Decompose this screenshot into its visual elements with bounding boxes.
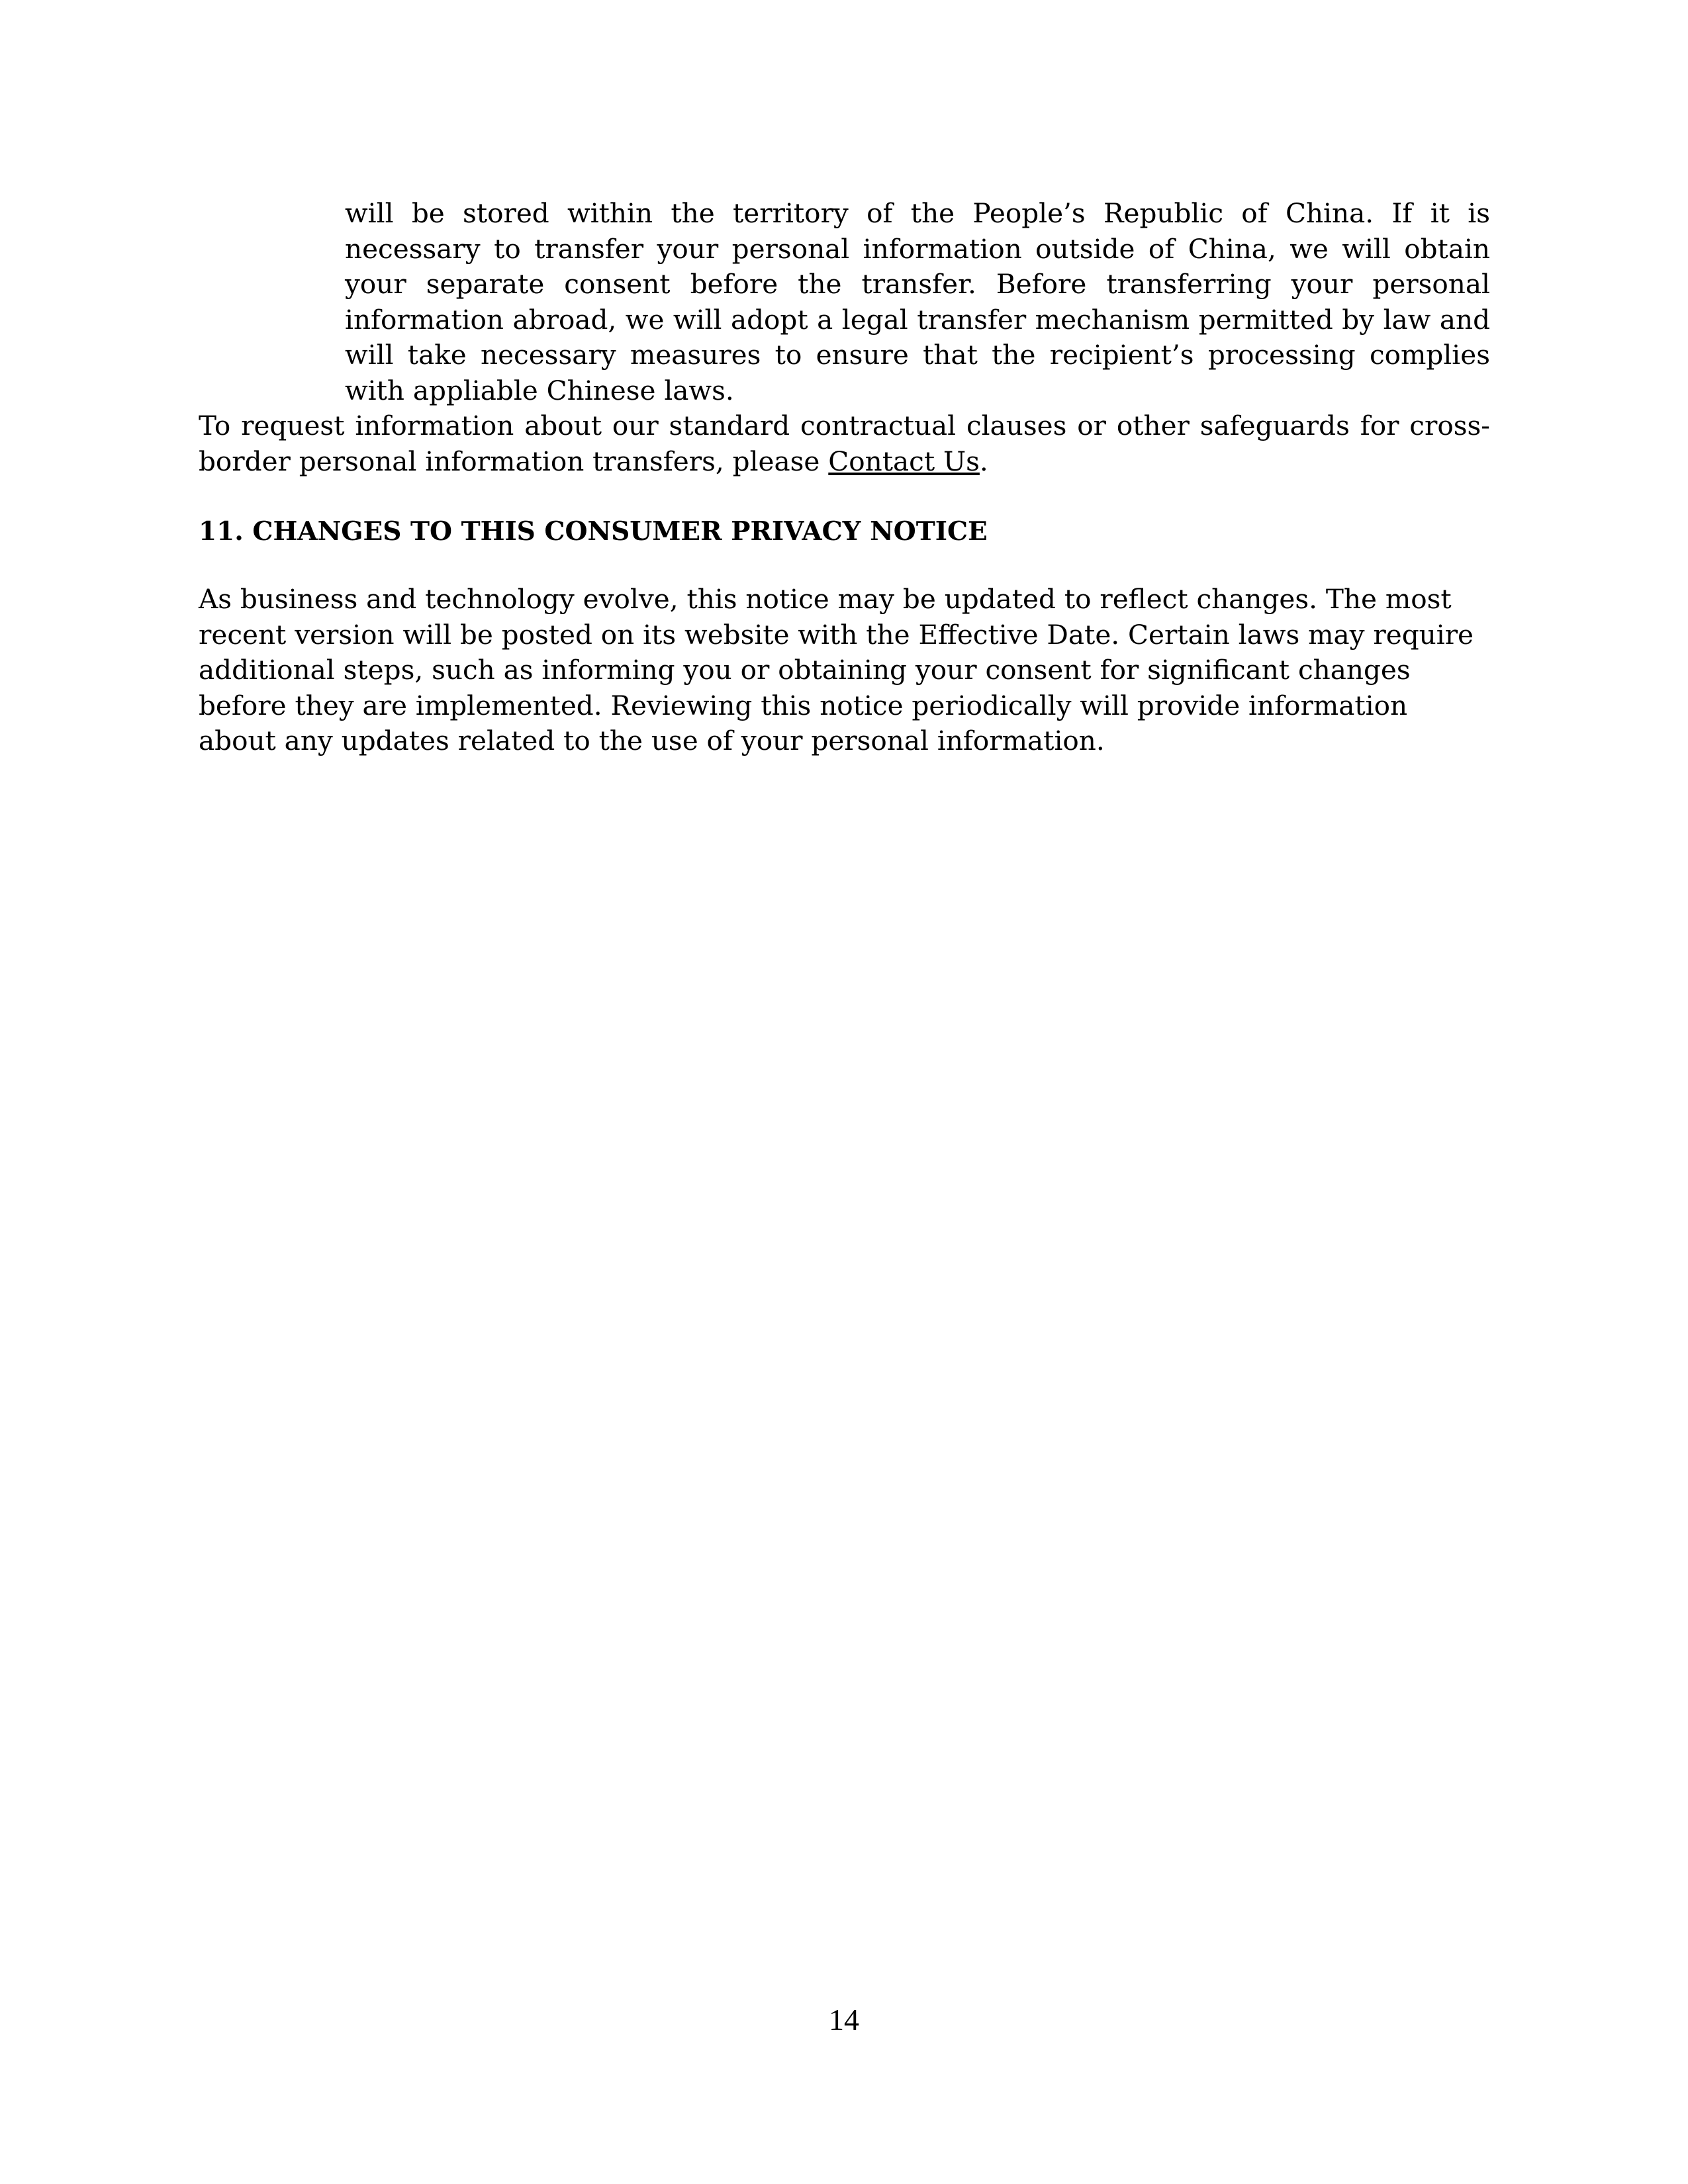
section-heading-changes: 11. CHANGES TO THIS CONSUMER PRIVACY NOTICE: [199, 516, 988, 547]
contact-us-link[interactable]: Contact Us: [828, 445, 980, 477]
cross-border-transfer-paragraph: [199, 408, 1490, 479]
china-data-localization-paragraph: will be stored within the territory of the People’s Republic of China. If it is necessary to transfer your personal information outside of China, we will obtain your separate consent before the transfer. Before transferring your personal information abroad, we will adopt a legal transfer mechanism permitted by law and will take necessary measures to ensure that the recipient’s processing complies with appliable Chinese laws.: [345, 197, 1490, 406]
page-number: 14: [829, 2003, 859, 2036]
transfer-paragraph-text: To request information about our standard contractual clauses or other safeguards for cross-border personal information transfers, please: [199, 410, 1490, 477]
changes-paragraph: As business and technology evolve, this notice may be updated to reflect changes. The most recent version will be posted on its website with the Effective Date. Certain laws may require additional steps, such as informing you or obtaining your consent for significant changes before they are implemented. Reviewing this notice periodically will provide information about any updates related to the use of your personal information.: [199, 583, 1474, 757]
transfer-paragraph-period: .: [979, 445, 988, 477]
